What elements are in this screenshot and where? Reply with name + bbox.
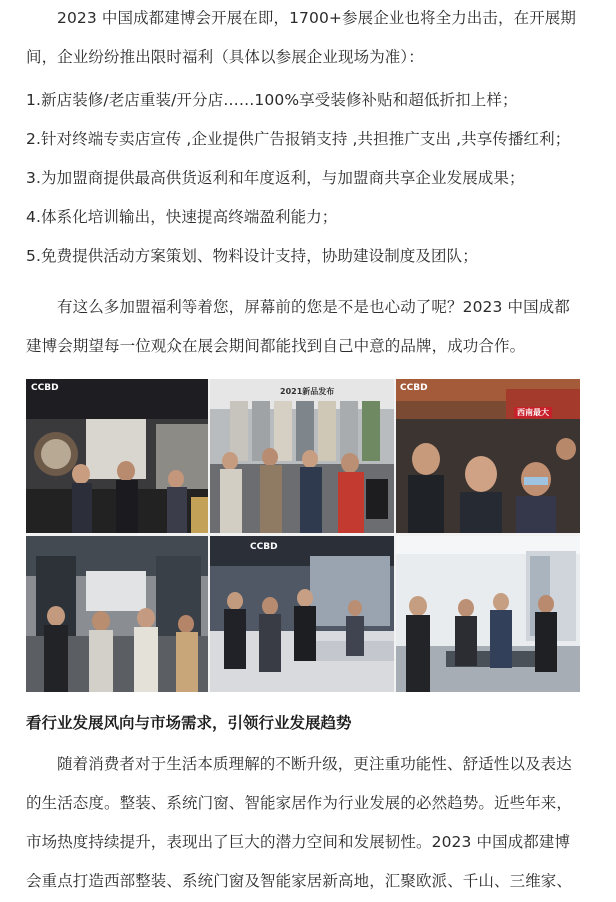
benefit-item: 5.免费提供活动方案策划、物料设计支持，协助建设制度及团队； bbox=[26, 247, 478, 265]
expo-photo-collage bbox=[26, 379, 580, 692]
invite-paragraph bbox=[26, 288, 590, 366]
expo-photo-glass-doors bbox=[396, 536, 580, 692]
section-line: 的生活态度。整装、系统门窗、智能家居作为行业发展的必然趋势。近些年来， bbox=[26, 794, 573, 812]
benefit-item: 2.针对终端专卖店宣传 ,企业提供广告报销支持 ,共担推广支出 ,共享传播红利； bbox=[26, 130, 571, 148]
expo-photo-crowd bbox=[396, 379, 580, 533]
photo-logo: CCBD bbox=[31, 383, 59, 393]
section-heading: 看行业发展风向与市场需求，引领行业发展趋势 bbox=[26, 714, 352, 732]
photo-logo: CCBD bbox=[250, 542, 278, 552]
expo-photo-hall bbox=[26, 379, 208, 533]
benefits-list bbox=[26, 81, 590, 276]
section-line: 随着消费者对于生活本质理解的不断升级，更注重功能性、舒适性以及表达 bbox=[57, 755, 572, 773]
benefit-item: 3.为加盟商提供最高供货返利和年度返利，与加盟商共享企业发展成果； bbox=[26, 169, 525, 187]
intro-paragraph bbox=[26, 0, 590, 77]
invite-line: 建博会期望每一位观众在展会期间都能找到自己中意的品牌，成功合作。 bbox=[26, 337, 526, 355]
benefit-item: 1.新店装修/老店重装/开分店……100%享受装修补贴和超低折扣上样； bbox=[26, 91, 518, 109]
benefit-item: 4.体系化培训输出，快速提高终端盈利能力； bbox=[26, 208, 338, 226]
expo-photo-booth bbox=[26, 536, 208, 692]
invite-line: 有这么多加盟福利等着您，屏幕前的您是不是也心动了呢？2023 中国成都 bbox=[57, 298, 570, 316]
intro-line: 间，企业纷纷推出限时福利（具体以参展企业现场为准）： bbox=[26, 48, 424, 66]
section-line: 市场热度持续提升，表现出了巨大的潜力空间和发展韧性。2023 中国成都建博 bbox=[26, 833, 571, 851]
intro-line: 2023 中国成都建博会开展在即，1700+参展企业也将全力出击，在开展期 bbox=[57, 9, 577, 27]
section-paragraph bbox=[26, 745, 590, 901]
expo-photo-launch bbox=[210, 379, 394, 533]
photo-caption: 2021新品发布 bbox=[280, 387, 335, 396]
photo-banner: 西南最大 bbox=[514, 407, 552, 418]
photo-logo: CCBD bbox=[400, 383, 428, 393]
section-line: 会重点打造西部整装、系统门窗及智能家居新高地，汇聚欧派、千山、三维家、 bbox=[26, 872, 573, 890]
expo-photo-showroom bbox=[210, 536, 394, 692]
